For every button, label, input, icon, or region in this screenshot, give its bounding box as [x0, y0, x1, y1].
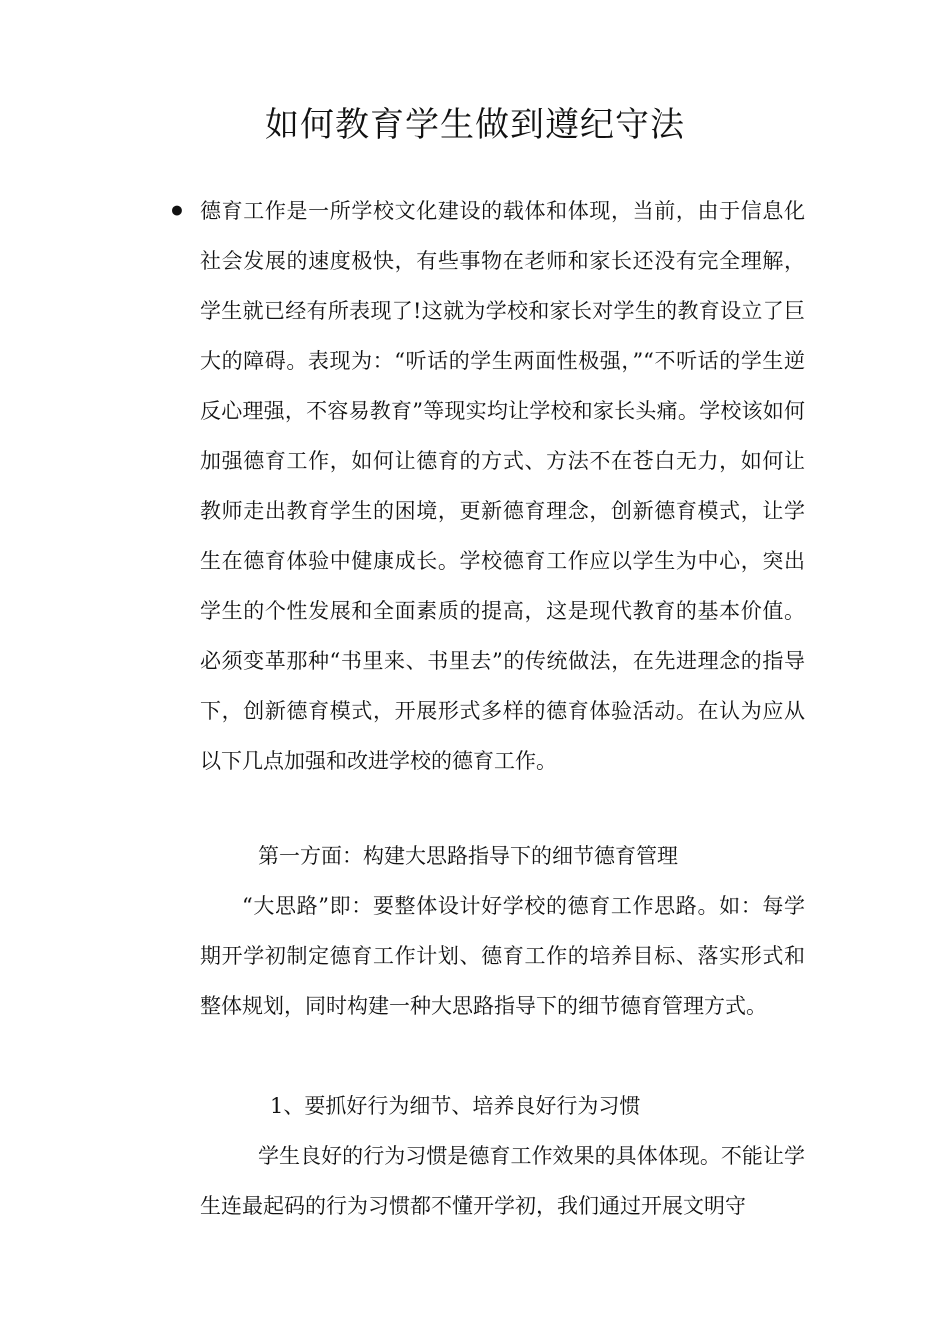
section-heading-first-aspect: 第一方面：构建大思路指导下的细节德育管理	[258, 844, 678, 868]
document-title: 如何教育学生做到遵纪守法	[265, 105, 685, 145]
body-paragraph-intro: 德育工作是一所学校文化建设的载体和体现，当前，由于信息化社会发展的速度极快，有些事物在老师和家长还没有完全理解，学生就已经有所表现了!这就为学校和家长对学生的教育设立了巨大的障碍。表现为：“听话的学生两面性极强，”“不听话的学生逆反心理强，不容易教育”等现实均让学校和家长头痛。学校该如何加强德育工作，如何让德育的方式、方法不在苍白无力，如何让教师走出教育学生的困境，更新德育理念，创新德育模式，让学生在德育体验中健康成长。学校德育工作应以学生为中心，突出学生的个性发展和全面素质的提高，这是现代教育的基本价值。必须变革那种“书里来、书里去”的传统做法，在先进理念的指导下，创新德育模式，开展形式多样的德育体验活动。在认为应从以下几点加强和改进学校的德育工作。	[200, 199, 805, 773]
bullet-icon: •	[168, 195, 186, 228]
body-paragraph-habits: 学生良好的行为习惯是德育工作效果的具体体现。不能让学生连最起码的行为习惯都不懂开学初，我们通过开展文明守	[200, 1144, 805, 1218]
body-paragraph-big-idea: “大思路”即：要整体设计好学校的德育工作思路。如：每学期开学初制定德育工作计划、德育工作的培养目标、落实形式和整体规划，同时构建一种大思路指导下的细节德育管理方式。	[200, 894, 805, 1018]
subsection-heading-behavior-habits: 1、要抓好行为细节、培养良好行为习惯	[270, 1094, 641, 1118]
